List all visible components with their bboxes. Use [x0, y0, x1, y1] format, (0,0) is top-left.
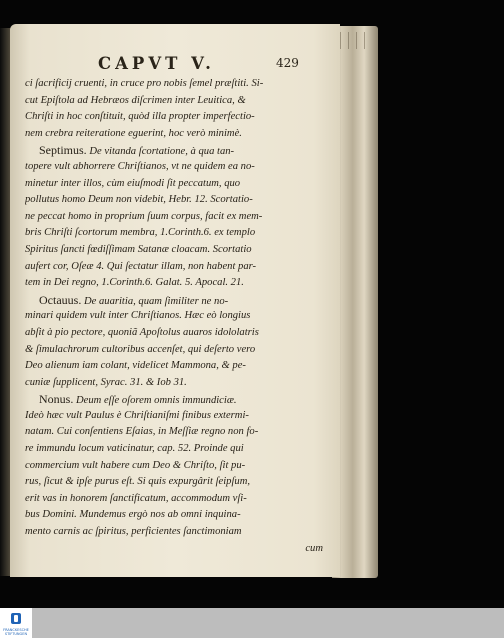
text-line — [25, 375, 333, 392]
text-line — [25, 176, 333, 193]
line-text: mento carnis ac ſpiritus, perficientes ſanctimoniam — [25, 526, 242, 538]
text-line — [25, 507, 333, 524]
text-line — [25, 541, 333, 558]
text-line — [25, 292, 333, 309]
section-lead: Octauus. — [39, 292, 82, 307]
line-text: cum — [305, 542, 323, 554]
line-text: commercium vult habere cum Deo & Chriſto, ſit pu- — [25, 459, 246, 471]
text-line — [25, 192, 333, 209]
text-line — [25, 76, 333, 93]
line-text: aufert cor, Oſeæ 4. Qui ſectatur illam, non habent par- — [25, 260, 257, 272]
library-logo[interactable] — [0, 608, 32, 638]
line-text: minari quidem vult inter Chriſtianos. Hæc eò longius — [25, 310, 251, 322]
text-line — [25, 358, 333, 375]
text-line — [25, 524, 333, 541]
line-text: cuniæ ſupplicent, Syrac. 31. & Iob 31. — [25, 376, 187, 388]
text-line — [25, 441, 333, 458]
text-line — [25, 142, 333, 159]
line-text: Deo alienum iam colant, videlicet Mammona, & pe- — [25, 360, 246, 372]
text-line — [25, 159, 333, 176]
line-text: re immundu locum vaticinatur, cap. 52. Proinde qui — [25, 443, 244, 455]
line-text: bris Chriſti ſcortorum membra, 1.Corinth.6. ex templo — [25, 227, 256, 239]
line-text: minetur inter illos, cùm eiuſmodi ſit peccatum, quo — [25, 177, 241, 189]
text-line — [25, 109, 333, 126]
chapter-title: CAPVT V. — [98, 54, 215, 73]
text-line — [25, 342, 333, 359]
text-line — [25, 474, 333, 491]
page-text — [25, 76, 333, 557]
line-text: rus, ſicut & ipſe purus eſt. Si quis expurgârit ſeipſum, — [25, 476, 251, 488]
text-line — [25, 259, 333, 276]
line-text: natam. Cui conſentiens Eſaias, in Meſſiæ regno non fo- — [25, 426, 259, 438]
text-line — [25, 424, 333, 441]
line-text: ne peccat homo in proprium ſuum corpus, facit ex mem- — [25, 210, 263, 222]
library-logo-icon — [11, 613, 21, 624]
line-text: abſit à pio pectore, quoniã Apoſtolus auaros idololatris — [25, 326, 259, 338]
book-page — [10, 24, 340, 577]
line-text: Chriſti in hoc conſtituit, quòd illa propter imperfectio- — [25, 111, 255, 123]
text-line — [25, 93, 333, 110]
text-line — [25, 209, 333, 226]
text-line — [25, 391, 333, 408]
line-text: Spiritus ſancti fœdiſſimam Satanæ cloacam. Scortatio — [25, 243, 252, 255]
line-text: tem in Dei regno, 1.Corinth.6. Galat. 5. Apocal. 21. — [25, 277, 244, 289]
running-head — [10, 54, 340, 76]
text-line — [25, 325, 333, 342]
line-text: pollutus homo Deum non videbit, Hebr. 12. Scortatio- — [25, 194, 253, 206]
line-text: De auaritia, quam ſimiliter ne no- — [81, 295, 229, 307]
line-text: Ideò hæc vult Paulus è Chriſtianiſmi finibus extermi- — [25, 409, 249, 421]
line-text: topere vult abhorrere Chriſtianos, vt ne quidem ea no- — [25, 160, 255, 172]
line-text: nem crebra reiteratione eguerint, hoc verò minimè. — [25, 127, 242, 139]
line-text: Deum eſſe oſorem omnis immundiciæ. — [73, 395, 237, 407]
line-text: De vitanda ſcortatione, à qua tan- — [86, 146, 235, 158]
page-number: 429 — [276, 56, 299, 70]
line-text: bus Domini. Mundemus ergò nos ab omni inquina- — [25, 509, 241, 521]
section-lead: Septimus. — [39, 143, 87, 158]
text-line — [25, 126, 333, 143]
line-text: erit vas in honorem ſanctificatum, accommodum vſi- — [25, 492, 247, 504]
line-text: cut Epiſtola ad Hebræos diſcrimen inter Leuitica, & — [25, 94, 246, 106]
library-logo-text: FRANCKESCHE STIFTUNGEN — [3, 628, 29, 636]
text-line — [25, 408, 333, 425]
text-line — [25, 491, 333, 508]
text-line — [25, 275, 333, 292]
text-line — [25, 225, 333, 242]
line-text: ci ſacrificij cruenti, in cruce pro nobis ſemel præſtiti. Si- — [25, 78, 264, 89]
text-line — [25, 308, 333, 325]
text-line — [25, 242, 333, 259]
footer-bar — [0, 608, 504, 638]
section-lead: Nonus. — [39, 392, 74, 407]
line-text: & ſimulachrorum cultoribus accenſet, qui deſerto vero — [25, 343, 256, 355]
text-line — [25, 458, 333, 475]
